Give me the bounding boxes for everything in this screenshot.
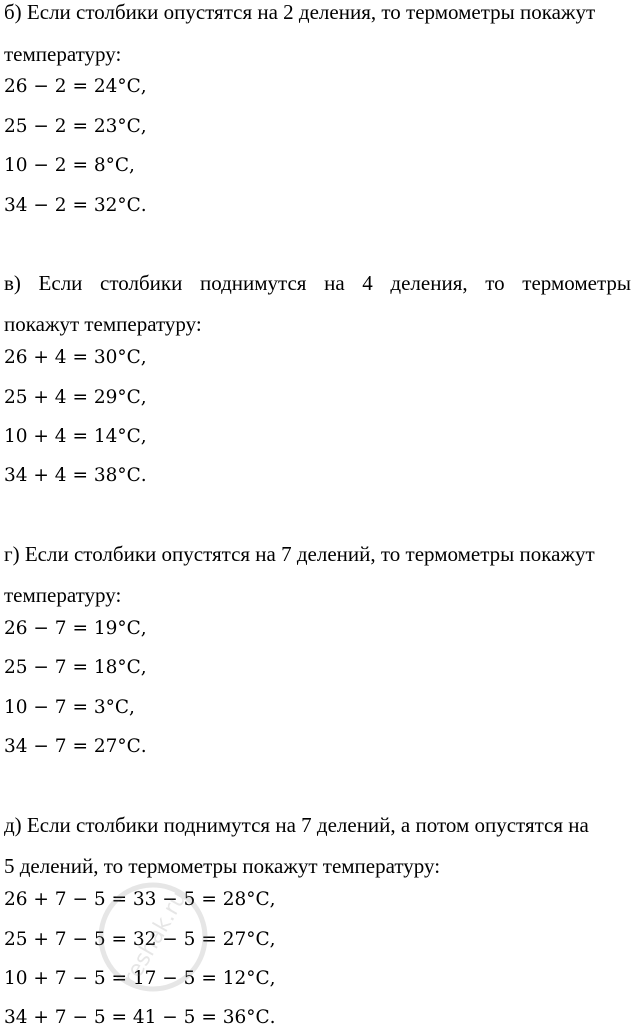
section-v-equation-3: 10 + 4 = 14°С, [4,426,147,447]
section-v-equation-4: 34 + 4 = 38°С. [4,465,147,486]
section-v-equation-1: 26 + 4 = 30°С, [4,347,147,368]
section-v-equation-2: 25 + 4 = 29°С, [4,387,147,408]
section-g-equation-3: 10 − 7 = 3°С, [4,697,135,718]
section-g-intro-line1: г) Если столбики опустятся на 7 делений, то термометры покажут [4,542,595,566]
section-b-equation-4: 34 − 2 = 32°С. [4,195,147,216]
section-b-intro-line1: б) Если столбики опустятся на 2 деления, то термометры покажут [4,0,596,24]
section-g-equation-1: 26 − 7 = 19°С, [4,618,147,639]
section-g-intro-line2: температуру: [4,583,122,607]
section-b-intro-line2: температуру: [4,42,122,66]
section-b-equation-2: 25 − 2 = 23°С, [4,116,147,137]
section-d-intro-line1: д) Если столбики поднимутся на 7 делений, а потом опустятся на [4,813,589,837]
watermark-text: reshak.ru [118,887,192,990]
section-v-intro-line2: покажут температуру: [4,312,202,336]
section-g-equation-4: 34 − 7 = 27°С. [4,736,147,757]
section-d-equation-3: 10 + 7 − 5 = 17 − 5 = 12°С, [4,968,276,989]
section-d-equation-2: 25 + 7 − 5 = 32 − 5 = 27°С, [4,929,276,950]
section-v-intro-line1: в) Если столбики поднимутся на 4 деления, то термометры [4,271,631,295]
section-d-equation-1: 26 + 7 − 5 = 33 − 5 = 28°С, [4,889,276,910]
section-b-equation-1: 26 − 2 = 24°С, [4,76,147,97]
section-b-equation-3: 10 − 2 = 8°С, [4,155,135,176]
section-g-equation-2: 25 − 7 = 18°С, [4,657,147,678]
section-d-equation-4: 34 + 7 − 5 = 41 − 5 = 36°С. [4,1007,276,1028]
section-d-intro-line2: 5 делений, то термометры покажут температуру: [4,854,441,878]
